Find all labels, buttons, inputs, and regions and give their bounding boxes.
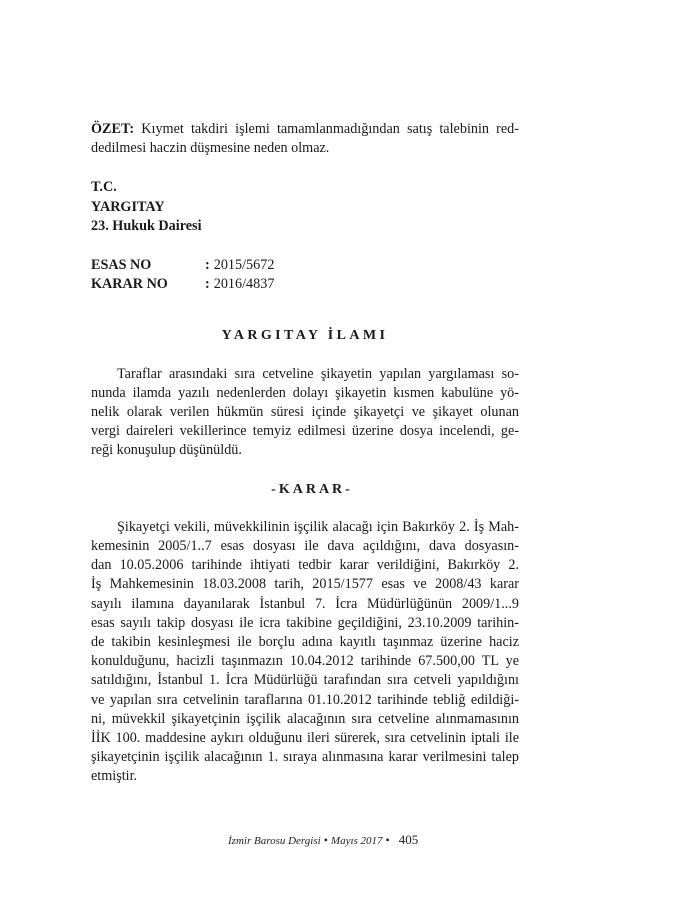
paragraph-line: İİK 100. maddesine aykırı olduğunu ileri sürerek, sıra cetvelinin iptali ile <box>91 730 519 747</box>
footer-bullet: • <box>385 833 390 847</box>
paragraph-line: ni, müvekkil şikayetçinin işçilik alacağının sıra cetveline alınmamasının <box>91 710 519 727</box>
summary-text-1: Kıymet takdiri işlemi tamamlanmadığından satış talebinin red- <box>134 121 519 137</box>
summary-label: ÖZET: <box>91 121 135 137</box>
paragraph-line: etmiştir. <box>91 768 138 785</box>
page-content <box>91 120 519 787</box>
paragraph-line: esas sayılı takip dosyası ile icra takibine geçildiğini, 23.10.2009 tarihin- <box>91 614 519 631</box>
court-header <box>91 178 519 236</box>
case-meta <box>91 256 519 294</box>
court-name: YARGITAY <box>91 198 165 215</box>
court-country: T.C. <box>91 179 117 196</box>
paragraph-line: de takibin kesinleşmesi ile borçlu adına kayıtlı taşınmaz üzerine haciz <box>91 634 519 651</box>
karar-value: 2016/4837 <box>213 276 275 293</box>
paragraph-line: dan 10.05.2006 tarihinde ihtiyati tedbir karar verildiğini, Bakırköy 2. <box>91 557 519 574</box>
summary-line-2: dedilmesi haczin düşmesine neden olmaz. <box>91 140 330 157</box>
paragraph-line: kemesinin 2005/1..7 esas dosyası ile dava açıldığını, dava dosyasın- <box>91 538 519 555</box>
ilam-heading: YARGITAY İLAMI <box>221 328 389 344</box>
summary-block <box>91 120 519 158</box>
page-number: 405 <box>398 832 419 847</box>
paragraph-line: konulduğunu, hacizli taşınmazın 10.04.2012 tarihinde 67.500,00 TL ye <box>91 653 519 670</box>
journal-name: İzmir Barosu Dergisi <box>228 835 321 847</box>
esas-colon: : <box>205 257 210 274</box>
paragraph-line: Şikayetçi vekili, müvekkilinin işçilik alacağı için Bakırköy 2. İş Mah- <box>117 518 519 535</box>
paragraph-line: ve yapılan sıra cetvelinin taraflarına 01.10.2012 tarihinde tebliğ edildiği- <box>91 691 519 708</box>
paragraph-line: sayılı ilamına dayanılarak İstanbul 7. İcra Müdürlüğünün 2009/1...9 <box>91 595 519 612</box>
paragraph-line: satıldığını, İstanbul 1. İcra Müdürlüğü tarafından sıra cetveli yapıldığını <box>91 672 519 689</box>
esas-value: 2015/5672 <box>213 257 275 274</box>
footer-bullet: • <box>323 833 328 847</box>
page-footer <box>228 832 418 848</box>
esas-row <box>91 256 519 275</box>
paragraph-1 <box>91 365 519 461</box>
paragraph-2 <box>91 518 519 787</box>
karar-heading: -KARAR- <box>271 481 353 497</box>
paragraph-line: nunda ilamda yazılı nedenlerden dolayı şikayetin kısmen kabulüne yö- <box>91 384 519 401</box>
paragraph-line: reği konuşulup düşünüldü. <box>91 442 242 459</box>
karar-colon: : <box>205 276 210 293</box>
paragraph-line: İş Mahkemesinin 18.03.2008 tarih, 2015/1577 esas ve 2008/43 karar <box>91 576 519 593</box>
issue-date: Mayıs 2017 <box>330 835 383 847</box>
paragraph-line: vergi daireleri vekillerince temyiz edilmesi üzerine dosya incelendi, ge- <box>91 423 519 440</box>
karar-label: KARAR NO <box>91 276 168 293</box>
paragraph-line: Taraflar arasındaki sıra cetveline şikayetin yapılan yargılaması so- <box>117 365 519 382</box>
paragraph-line: nelik olarak verilen hükmün süresi içinde şikayetçi ve şikayet olunan <box>91 404 519 421</box>
court-chamber: 23. Hukuk Dairesi <box>91 217 202 234</box>
esas-label: ESAS NO <box>91 257 152 274</box>
summary-line-1 <box>91 120 519 139</box>
paragraph-line: şikayetçinin işçilik alacağının 1. sıraya alınmasına karar verilmesini talep <box>91 749 519 766</box>
karar-row <box>91 275 519 294</box>
